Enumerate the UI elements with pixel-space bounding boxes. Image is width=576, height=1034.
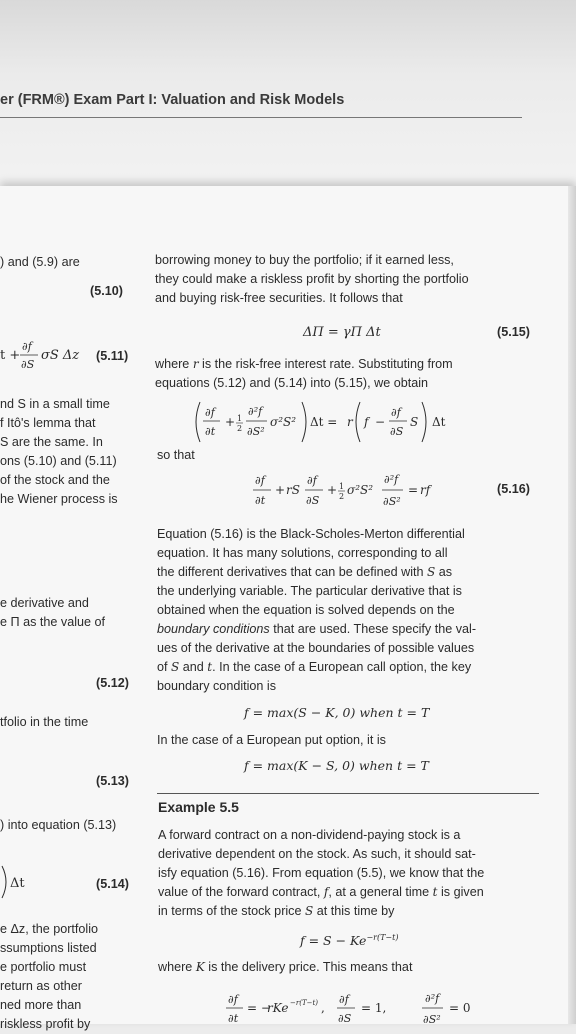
left-line: e derivative and (0, 596, 89, 610)
body-line: in terms of the stock price S at this time by (158, 904, 395, 918)
eq-number-5-11: (5.11) (96, 349, 129, 363)
body-line: boundary condition is (157, 679, 277, 693)
forward-equation (300, 933, 398, 948)
body-line: where K is the delivery price. This means that (158, 960, 413, 974)
body-line: In the case of a European put option, it is (157, 733, 386, 747)
svg-text:=: = (408, 483, 419, 497)
svg-text:σ²S²: σ²S² (270, 415, 297, 429)
example-rule (157, 793, 539, 794)
equation-5-16 (250, 468, 450, 516)
svg-text:2: 2 (339, 492, 345, 501)
eq-number-5-12: (5.12) (96, 676, 129, 690)
body-line: Equation (5.16) is the Black-Scholes-Merton differential (157, 527, 465, 541)
left-line: nd S in a small time (0, 397, 110, 411)
svg-text:r: r (347, 415, 353, 429)
svg-text:2: 2 (237, 424, 243, 433)
example-title: Example 5.5 (158, 799, 239, 815)
body-line: they could make a riskless profit by shorting the portfolio (155, 272, 469, 286)
previous-page (0, 0, 576, 186)
svg-text:= 0: = 0 (449, 1001, 471, 1015)
left-line: S are the same. In (0, 435, 103, 449)
svg-text:∂f: ∂f (307, 474, 317, 487)
body-line: and buying risk-free securities. It follows that (155, 291, 403, 305)
svg-text:∂S²: ∂S² (383, 495, 401, 508)
body-line: value of the forward contract, f, at a general time t is given (158, 885, 484, 899)
body-line: ues of the derivative at the boundaries of possible values (157, 641, 475, 655)
svg-text:∂S: ∂S (306, 494, 320, 507)
left-line: riskless profit by (0, 1017, 91, 1031)
body-line: where r is the risk-free interest rate. Substituting from (155, 357, 453, 371)
svg-text:1: 1 (237, 414, 243, 423)
svg-text:∂f: ∂f (205, 406, 215, 419)
left-line: ) into equation (5.13) (0, 818, 117, 832)
svg-text:∂f: ∂f (255, 474, 265, 487)
eq-5-11-fragment (0, 335, 100, 375)
body-line: equation. It has many solutions, corresponding to all (157, 546, 448, 560)
left-line: tfolio in the time (0, 715, 89, 729)
svg-text:= 1,: = 1, (361, 1001, 387, 1015)
svg-text:f: f (364, 415, 369, 429)
left-line: ssumptions listed (0, 941, 97, 955)
body-line: borrowing money to buy the portfolio; if it earned less, (155, 253, 454, 267)
eq-number-5-16: (5.16) (497, 482, 530, 496)
svg-text:Δt: Δt (432, 415, 446, 429)
svg-text:Δt =: Δt = (310, 415, 338, 429)
svg-text:−r(T−t): −r(T−t) (290, 999, 319, 1007)
equation-5-15: ΔΠ = γΠ Δt (303, 325, 381, 340)
left-line: of the stock and the (0, 473, 110, 487)
eq-number-5-13: (5.13) (96, 774, 129, 788)
svg-text:∂S: ∂S (21, 358, 35, 371)
svg-text:∂S: ∂S (390, 425, 404, 438)
eq-number-5-14: (5.14) (96, 877, 129, 891)
left-line: e portfolio must (0, 960, 87, 974)
header-rule (0, 117, 522, 118)
body-line: the underlying variable. The particular derivative that is (157, 584, 462, 598)
body-line: A forward contract on a non-dividend-paying stock is a (158, 828, 461, 842)
body-line: equations (5.12) and (5.14) into (5.15), we obtain (155, 376, 429, 390)
page-edge (568, 186, 576, 1024)
left-line: he Wiener process is (0, 492, 118, 506)
body-line: boundary conditions that are used. These specify the val- (157, 622, 477, 636)
body-line: isfy equation (5.16). From equation (5.5), we know that the (158, 866, 485, 880)
body-line: derivative dependent on the stock. As such, it should sat- (158, 847, 476, 861)
svg-text:∂t: ∂t (255, 494, 266, 507)
call-boundary-condition: f = max(S − K, 0) when t = T (244, 705, 430, 720)
svg-text:,: , (321, 1001, 325, 1015)
eq-number-5-10: (5.10) (90, 284, 123, 298)
eq-number-5-15: (5.15) (497, 325, 530, 339)
svg-text:∂S²: ∂S² (423, 1013, 441, 1026)
svg-text:∂²f: ∂²f (425, 992, 440, 1005)
svg-text:∂²f: ∂²f (384, 473, 399, 486)
so-that: so that (157, 448, 195, 462)
svg-text:+: + (327, 483, 338, 497)
equation-substitution (190, 398, 480, 448)
svg-text:∂f: ∂f (391, 406, 401, 419)
svg-text:∂f: ∂f (228, 993, 238, 1006)
svg-text:rS: rS (286, 483, 300, 497)
svg-text:∂t: ∂t (205, 425, 216, 438)
svg-text:Δt: Δt (10, 876, 25, 891)
svg-text:rKe: rKe (267, 1001, 289, 1015)
svg-text:∂S²: ∂S² (247, 425, 265, 438)
left-line: ned more than (0, 998, 82, 1012)
svg-text:+: + (275, 483, 286, 497)
left-line: ons (5.10) and (5.11) (0, 454, 117, 468)
body-line: the different derivatives that can be defined with S as (157, 565, 453, 579)
forward-equation-exponent: −r(T−t) (366, 933, 399, 942)
svg-text:σS Δz: σS Δz (41, 348, 80, 363)
svg-text:t +: t + (0, 348, 21, 363)
svg-text:σ²S²: σ²S² (347, 483, 374, 497)
svg-text:∂f: ∂f (22, 340, 32, 353)
svg-text:+: + (225, 415, 236, 429)
left-line: ) and (5.9) are (0, 255, 80, 269)
svg-text:= −: = − (247, 1001, 271, 1015)
left-line: f Itô's lemma that (0, 416, 96, 430)
forward-equation-body: f = S − Ke (300, 933, 367, 949)
forward-derivatives (225, 988, 475, 1028)
svg-text:∂²f: ∂²f (248, 405, 263, 418)
svg-text:S: S (410, 415, 419, 429)
left-line: return as other (0, 979, 82, 993)
body-line: obtained when the equation is solved depends on the (157, 603, 455, 617)
put-boundary-condition: f = max(K − S, 0) when t = T (244, 758, 429, 773)
body-line: of S and t. In the case of a European call option, the key (157, 660, 472, 674)
svg-text:rf: rf (420, 483, 431, 497)
running-head: er (FRM®) Exam Part I: Valuation and Risk Models (0, 92, 345, 108)
svg-text:∂S: ∂S (338, 1012, 352, 1025)
left-line: e Δz, the portfolio (0, 922, 99, 936)
eq-5-14-fragment (0, 862, 40, 902)
svg-text:1: 1 (339, 482, 345, 491)
svg-text:∂f: ∂f (339, 993, 349, 1006)
svg-text:−: − (375, 415, 386, 429)
svg-text:∂t: ∂t (228, 1012, 239, 1025)
left-line: e Π as the value of (0, 615, 106, 629)
